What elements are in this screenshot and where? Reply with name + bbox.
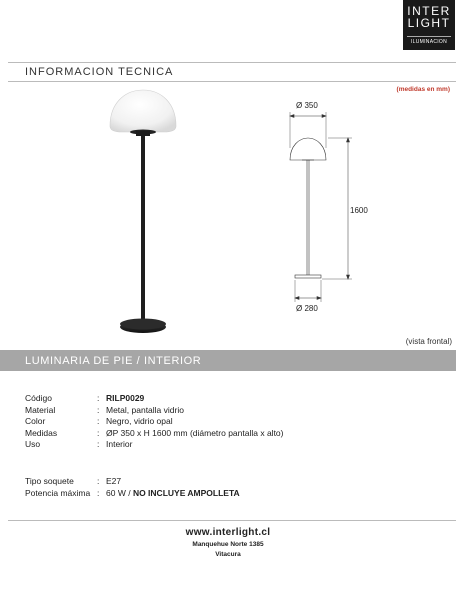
spec-row: Color : Negro, vidrio opal [25,416,173,426]
spec-row: Uso : Interior [25,439,133,449]
spec-value: ØP 350 x H 1600 mm (diámetro pantalla x alto) [106,427,284,438]
spec-label: Color [25,416,46,426]
spec-label: Medidas [25,427,58,438]
spec-row: Código : RILP0029 [25,393,145,403]
spec-list-electrical [25,476,240,499]
dim-top-diameter: Ø 350 [296,101,318,110]
product-banner [0,350,456,371]
spec-row: Material : Metal, pantalla vidrio [25,404,184,415]
logo-line-2: LIGHT [407,16,451,30]
spec-row: Medidas : ØP 350 x H 1600 mm (diámetro pantalla x alto) [25,427,284,438]
dim-height: 1600 [350,206,368,215]
logo-line-1: INTER [407,4,451,18]
spec-value: Interior [106,439,133,449]
spec-row: Tipo soquete : E27 [25,476,122,486]
spec-list [25,393,283,451]
spec-value: RILP0029 [106,393,145,403]
spec-label: Tipo soquete [25,476,74,486]
spec-label: Código [25,393,52,403]
website-link[interactable]: www.interlight.cl [185,527,271,538]
spec-value: E27 [106,476,122,486]
power-note: NO INCLUYE AMPOLLETA [132,487,240,498]
logo-line-3: ILUMINACION [407,36,451,45]
spec-label: Material [25,404,56,415]
spec-value-power: 60 W / NO INCLUYE AMPOLLETA [106,487,240,498]
city: Vitacura [215,551,241,558]
lamp-photo [110,90,176,333]
product-category: LUMINARIA DE PIE / INTERIOR [25,355,202,367]
spec-row: Potencia máxima : 60 W / NO INCLUYE AMPOLLETA [25,487,240,498]
spec-label: Potencia máxima [25,487,91,498]
section-title: INFORMACION TECNICA [25,66,174,78]
view-note: (vista frontal) [405,337,452,346]
address: Manquehue Norte 1385 [192,541,264,548]
spec-label: Uso [25,439,41,449]
footer-rule [8,520,456,521]
technical-drawing [290,112,352,302]
spec-value: Metal, pantalla vidrio [106,404,184,415]
spec-value: Negro, vidrio opal [106,416,173,426]
dim-base-diameter: Ø 280 [296,304,318,313]
units-note: (medidas en mm) [396,86,450,93]
